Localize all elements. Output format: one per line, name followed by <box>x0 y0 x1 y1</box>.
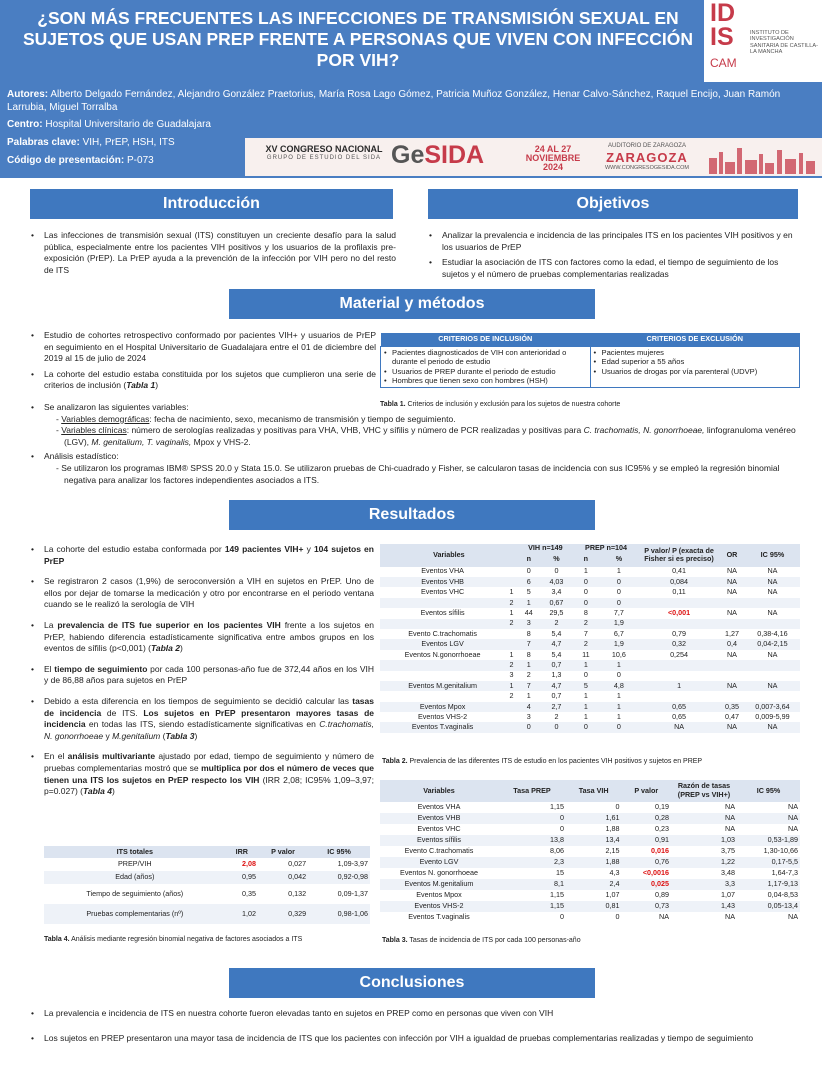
table-cell: NA <box>719 587 745 597</box>
table-2-prevalence: Variables VIH n=149 PREP n=104 P valor/ P (exacta de Fisher si es preciso) OR IC 95% n % n % Eventos VHA 0 0 1 1 0,41 NA NA Eventos VHB 6 4,03 0 0 0,084 NA NA Eventos VHC 1 5 3,4 0 0 0,11 NA NA 2 1 0,67 0 0 Eventos sífilis 1 44 29,5 8 7,7 <0,001 NA NA 2 3 2 2 1,9 Evento C.trachomatis 8 5,4 7 6,7 0,79 1,27 0,38-4,16 Eventos LGV 7 4,7 2 1,9 0,32 0,4 0,04-2,15 Eventos N.gonorrhoeae 1 8 5,4 11 10,6 0,254 NA NA 2 1 0,7 1 1 3 2 1,3 0 0 Eventos M.genitalium 1 7 4,7 5 4,8 1 NA NA 2 1 0,7 1 1 Eventos Mpox 4 2,7 1 1 0,65 0,35 0,007-3,64 Eventos VHS-2 3 2 1 1 0,65 0,47 0,009-5,99 Eventos T.vaginalis 0 0 0 0 NA NA NA <box>380 544 800 733</box>
authors: Autores: Alberto Delgado Fernández, Alejandro González Praetorius, María Rosa Lago Gómez, Patricia Muñoz González, Henar Calvo-Sánchez, Raquel Encijo, Juan Ramón Larrubia, Miguel Torralba <box>7 89 781 113</box>
table-cell: 1 <box>518 691 540 701</box>
table-cell: Eventos VHC <box>380 587 505 597</box>
table-cell: 0 <box>498 912 566 923</box>
table-cell: 6,7 <box>599 629 639 639</box>
table-cell: Eventos M.genitalium <box>380 879 498 890</box>
table-cell: NA <box>737 912 800 923</box>
table-row <box>380 598 800 608</box>
table-cell: 8 <box>518 629 540 639</box>
table-cell <box>505 629 518 639</box>
table-cell <box>639 691 719 701</box>
table-row <box>44 871 370 884</box>
table-cell: 1 <box>573 691 599 701</box>
table-row <box>380 639 800 649</box>
table-cell: 0 <box>599 587 639 597</box>
table-cell: 0,04-2,15 <box>745 639 800 649</box>
table-4-caption: Tabla 4. Análisis mediante regresión binomial negativa de factores asociados a ITS <box>44 936 303 943</box>
table-cell: 0,042 <box>258 871 308 884</box>
table-cell: 1,17-9,13 <box>737 879 800 890</box>
table-cell: 0,53-1,89 <box>737 835 800 846</box>
table-cell: 3 <box>518 619 540 629</box>
table-cell: 0 <box>540 722 573 732</box>
table-cell: 1 <box>599 691 639 701</box>
table-cell: 2 <box>505 598 518 608</box>
table-cell: 1 <box>573 660 599 670</box>
table-cell: 5 <box>573 681 599 691</box>
table-cell: 7,7 <box>599 608 639 618</box>
table-cell: 1 <box>599 660 639 670</box>
table-row <box>380 890 800 901</box>
table-cell <box>745 619 800 629</box>
table-cell: 2 <box>505 660 518 670</box>
table-cell: 2 <box>573 619 599 629</box>
table-cell: Eventos VHB <box>380 577 505 587</box>
table-cell <box>505 702 518 712</box>
table-cell: Eventos T.vaginalis <box>380 722 505 732</box>
table-cell: 0,007-3,64 <box>745 702 800 712</box>
table-row <box>380 577 800 587</box>
table-cell: NA <box>671 912 737 923</box>
table-cell: NA <box>671 813 737 824</box>
table-cell: 4,7 <box>540 681 573 691</box>
table-cell: 3 <box>505 671 518 681</box>
table-cell: 0,98-1,06 <box>308 904 370 924</box>
table-cell: 1,27 <box>719 629 745 639</box>
table-3-incidence: Variables Tasa PREP Tasa VIH P valor Razón de tasas (PREP vs VIH+) IC 95% Eventos VHA 1,15 0 0,19 NA NA Eventos VHB 0 1,61 0,28 NA NA Eventos VHC 0 1,88 0,23 NA NA Eventos sífilis 13,8 13,4 0,91 1,03 0,53-1,89 Evento C.trachomatis 8,06 2,15 0,016 3,75 1,30-10,66 Evento LGV 2,3 1,88 0,76 1,22 0,17-5,5 Eventos N. gonorrhoeae 15 4,3 <0,0016 3,48 1,64-7,3 Eventos M.genitalium 8,1 2,4 0,025 3,3 1,17-9,13 Eventos Mpox 1,15 1,07 0,89 1,07 0,04-8,53 Eventos VHS-2 1,15 0,81 0,73 1,43 0,05-13,4 Eventos T.vaginalis 0 0 NA NA NA <box>380 780 800 923</box>
methods-variables: • Se analizaron las siguientes variables: - Variables demográficas: fecha de nacimiento, sexo, mecanismo de transmisión y tiempo de seguimiento. - Variables clínicas: número de serologías realizadas y positivas para VHA, VHB, VHC y sífilis y número de PCR realizadas y positivas para C. trachomatis, N. gonorrhoeae, linfogranuloma venéreo (LGV), M. genitalium, T. vaginalis, Mpox y VHS-2. • Análisis estadístico: - Se utilizaron los programas IBM® SPSS 20.0 y Stata 15.0. Se utilizaron pruebas de Chi-cuadrado y Fisher, se calcularon tasas de incidencia con sus IC95% y se empleó la regresión binomial negativa para analizar los factores independientes asociados a ITS. <box>30 402 800 486</box>
table-cell: 1,15 <box>498 890 566 901</box>
table-cell: 8,1 <box>498 879 566 890</box>
table-cell: 0 <box>573 587 599 597</box>
table-cell: NA <box>719 722 745 732</box>
table-cell <box>505 577 518 587</box>
table-cell: Eventos LGV <box>380 639 505 649</box>
table-cell: 1 <box>599 712 639 722</box>
table-cell <box>745 660 800 670</box>
table-cell: 4,3 <box>566 868 622 879</box>
table-cell: 1,64-7,3 <box>737 868 800 879</box>
table-cell: 0,79 <box>639 629 719 639</box>
table-row <box>380 629 800 639</box>
table-row <box>380 857 800 868</box>
table-2-caption: Tabla 2. Prevalencia de las diferentes ITS de estudio en los pacientes VIH positivos y sujetos en PREP <box>382 758 703 765</box>
table-cell: 0 <box>498 813 566 824</box>
centre: Centro: Hospital Universitario de Guadalajara <box>7 119 211 130</box>
table-cell: 0,7 <box>540 691 573 701</box>
table-row <box>380 901 800 912</box>
table-cell <box>505 722 518 732</box>
table-cell: 1 <box>599 567 639 577</box>
table-cell: 0 <box>540 567 573 577</box>
table-cell: 1 <box>518 660 540 670</box>
table-cell: 0,027 <box>258 858 308 871</box>
gesida-logo: GeSIDA <box>391 141 485 169</box>
table-cell: 0,89 <box>621 890 671 901</box>
table-cell <box>380 619 505 629</box>
table-cell: Eventos Mpox <box>380 702 505 712</box>
table-cell: 2 <box>518 671 540 681</box>
table-cell: NA <box>719 577 745 587</box>
table-cell: <0,001 <box>639 608 719 618</box>
table-cell: 0 <box>566 802 622 813</box>
table-cell: Edad (años) <box>44 871 226 884</box>
table-cell: 0,73 <box>621 901 671 912</box>
table-cell: NA <box>745 650 800 660</box>
table-cell: 4,7 <box>540 639 573 649</box>
table-cell: 1,02 <box>226 904 258 924</box>
table-cell: NA <box>737 824 800 835</box>
table-cell: 0,05-13,4 <box>737 901 800 912</box>
table-cell: 1,15 <box>498 802 566 813</box>
table-cell: 2,08 <box>226 858 258 871</box>
objectives-list: • Analizar la prevalencia e incidencia de las principales ITS en los pacientes VIH positivos y en los usuarios de PrEP • Estudiar la asociación de ITS con factores como la edad, el tiempo de seguimiento de los sujetos y el número de pruebas complementarias realizadas <box>428 230 800 284</box>
table-cell: 0 <box>566 912 622 923</box>
table-cell: 2 <box>573 639 599 649</box>
table-cell: 1 <box>518 598 540 608</box>
results-bullets: • La cohorte del estudio estaba conformada por 149 pacientes VIH+ y 104 sujetos en PrEP • Se registraron 2 casos (1,9%) de seroconversión a VIH en sujetos en PrEP. Uno de ellos por dejar de tomarse la medicación y otro por encontrarse en el periodo ventana cuando se le realizó la serología de VIH • La prevalencia de ITS fue superior en los pacientes VIH frente a los sujetos en PrEP, habiendo diferencia estadísticamente significativa entre ambos grupos en los eventos de sífilis (p<0,001) (Tabla 2) • El tiempo de seguimiento por cada 100 personas-año fue de 372,44 años en los VIH y de 86,88 años para sujetos en PrEP • Debido a esta diferencia en los tiempos de seguimiento se decidió calcular las tasas de incidencia de ITS. Los sujetos en PrEP presentaron mayores tasas de incidencia en todas las ITS, siendo estadísticamente significativas en C.trachomatis, N. gonorrhoeae y M.genitalium (Tabla 3) • En el análisis multivariante ajustado por edad, tiempo de seguimiento y número de pruebas complementarias mostró que se multiplica por dos el número de veces que tienen una ITS los sujetos en PrEP respecto los VIH (IRR 2,08; IC95% 1,09–3,97; p=0.027) (Tabla 4) <box>30 544 374 802</box>
table-cell: 0,009-5,99 <box>745 712 800 722</box>
table-cell: 1,9 <box>599 639 639 649</box>
table-cell: 29,5 <box>540 608 573 618</box>
table-cell <box>639 660 719 670</box>
table-row <box>380 835 800 846</box>
table-cell: 0,47 <box>719 712 745 722</box>
table-4-regression: ITS totales IRR P valor IC 95% PREP/VIH 2,08 0,027 1,09-3,97 Edad (años) 0,95 0,042 0,92-0,98 Tiempo de seguimiento (años) 0,35 0,132 0,09-1,37 Pruebas complementarias (nº) 1,02 0,329 0,98-1,06 <box>44 846 370 924</box>
table-cell: 1,43 <box>671 901 737 912</box>
table-cell: NA <box>745 567 800 577</box>
table-cell: 1,3 <box>540 671 573 681</box>
table-cell: 1,30-10,66 <box>737 846 800 857</box>
table-cell: 1 <box>599 702 639 712</box>
table-cell: Eventos M.genitalium <box>380 681 505 691</box>
table-cell: 1,03 <box>671 835 737 846</box>
table-cell: NA <box>671 802 737 813</box>
table-cell: 4,03 <box>540 577 573 587</box>
table-cell: 0,95 <box>226 871 258 884</box>
table-cell <box>745 671 800 681</box>
table-cell: Eventos VHB <box>380 813 498 824</box>
table-cell: Eventos VHC <box>380 824 498 835</box>
table-cell <box>505 712 518 722</box>
table-cell: 7 <box>573 629 599 639</box>
table-cell: 1,88 <box>566 824 622 835</box>
table-cell: 0,09-1,37 <box>308 884 370 904</box>
table-cell: NA <box>745 681 800 691</box>
table-cell: 44 <box>518 608 540 618</box>
table-cell <box>719 598 745 608</box>
table-row <box>380 712 800 722</box>
table-cell: 0 <box>518 567 540 577</box>
table-row <box>44 904 370 924</box>
table-cell: 1,61 <box>566 813 622 824</box>
table-cell: 3,4 <box>540 587 573 597</box>
table-cell: Eventos sífilis <box>380 835 498 846</box>
table-cell: Eventos VHA <box>380 802 498 813</box>
table-cell <box>719 671 745 681</box>
section-conclusiones: Conclusiones <box>229 968 595 998</box>
table-cell: 2 <box>540 619 573 629</box>
table-cell: 0,35 <box>226 884 258 904</box>
table-cell: 0,23 <box>621 824 671 835</box>
table-cell: 0,084 <box>639 577 719 587</box>
table-cell: 0 <box>518 722 540 732</box>
table-row <box>380 619 800 629</box>
table-cell: 0,11 <box>639 587 719 597</box>
table-cell: 7 <box>518 681 540 691</box>
keywords: Palabras clave: VIH, PrEP, HSH, ITS <box>7 137 175 148</box>
table-row <box>380 802 800 813</box>
table-row <box>380 912 800 923</box>
table-cell: 1 <box>505 587 518 597</box>
table-cell: 0 <box>573 722 599 732</box>
table-cell: 13,8 <box>498 835 566 846</box>
section-material-metodos: Material y métodos <box>229 289 595 319</box>
table-cell <box>639 598 719 608</box>
table-cell: Evento LGV <box>380 857 498 868</box>
table-cell: NA <box>671 824 737 835</box>
table-cell: 4,8 <box>599 681 639 691</box>
table-cell: 1,15 <box>498 901 566 912</box>
table-cell: <0,0016 <box>621 868 671 879</box>
table-row <box>380 681 800 691</box>
table-cell: 0 <box>599 577 639 587</box>
skyline-icon <box>707 144 817 174</box>
table-cell: Eventos N. gonorrhoeae <box>380 868 498 879</box>
table-row <box>380 587 800 597</box>
table-cell: 2,7 <box>540 702 573 712</box>
table-cell: 0,35 <box>719 702 745 712</box>
table-cell: 0 <box>599 598 639 608</box>
table-cell: Evento C.trachomatis <box>380 629 505 639</box>
section-resultados: Resultados <box>229 500 595 530</box>
table-cell: 1 <box>639 681 719 691</box>
table-cell <box>380 671 505 681</box>
table-cell: 0,132 <box>258 884 308 904</box>
table-cell: NA <box>745 608 800 618</box>
table-cell: Tiempo de seguimiento (años) <box>44 884 226 904</box>
table-cell: 0,19 <box>621 802 671 813</box>
table-cell: Eventos VHS-2 <box>380 712 505 722</box>
table-cell: 1,88 <box>566 857 622 868</box>
table-cell <box>380 691 505 701</box>
table-cell: Eventos VHA <box>380 567 505 577</box>
table-cell: 3 <box>518 712 540 722</box>
table-cell: 0,32 <box>639 639 719 649</box>
table-cell: 0,17-5,5 <box>737 857 800 868</box>
table-row <box>380 671 800 681</box>
table-cell: 1 <box>505 681 518 691</box>
table-cell: 8,06 <box>498 846 566 857</box>
table-cell: Pruebas complementarias (nº) <box>44 904 226 924</box>
table-cell: 3,3 <box>671 879 737 890</box>
poster-title: ¿SON MÁS FRECUENTES LAS INFECCIONES DE TRANSMISIÓN SEXUAL EN SUJETOS QUE USAN PREP FRENTE A PERSONAS QUE VIVEN CON INFECCIÓN POR VIH? <box>23 8 693 70</box>
table-cell: 1 <box>505 608 518 618</box>
table-cell: 0 <box>599 671 639 681</box>
table-cell: 3,48 <box>671 868 737 879</box>
table-cell <box>639 619 719 629</box>
table-cell: 0,254 <box>639 650 719 660</box>
table-cell: 1,09-3,97 <box>308 858 370 871</box>
table-cell: 4 <box>518 702 540 712</box>
table-cell: NA <box>621 912 671 923</box>
table-cell: NA <box>745 587 800 597</box>
idiscam-logo: ID IS CAM INSTITUTO DE INVESTIGACIÓN SANITARIA DE CASTILLA-LA MANCHA <box>704 0 822 82</box>
table-cell: 5 <box>518 587 540 597</box>
table-cell: 8 <box>573 608 599 618</box>
table-cell: NA <box>719 608 745 618</box>
table-cell: 10,6 <box>599 650 639 660</box>
table-cell: Evento C.trachomatis <box>380 846 498 857</box>
table-cell: 0,65 <box>639 702 719 712</box>
table-cell: 1,9 <box>599 619 639 629</box>
table-cell: NA <box>719 681 745 691</box>
table-row <box>380 567 800 577</box>
table-cell: 0 <box>498 824 566 835</box>
table-cell: 0,04-8,53 <box>737 890 800 901</box>
section-objetivos: Objetivos <box>428 189 798 219</box>
congress-banner: XV CONGRESO NACIONAL GRUPO DE ESTUDIO DEL SIDA GeSIDA 24 AL 27 NOVIEMBRE 2024 AUDITORIO DE ZARAGOZA ZARAGOZA WWW.CONGRESOGESIDA.COM <box>245 138 822 176</box>
table-cell: 5,4 <box>540 650 573 660</box>
table-cell: 0,81 <box>566 901 622 912</box>
table-cell: 2 <box>540 712 573 722</box>
table-cell <box>639 671 719 681</box>
methods-bullets: • Estudio de cohortes retrospectivo conformado por pacientes VIH+ y usuarios de PrEP en seguimiento en el Hospital Universitario de Guadalajara entre el 01 de diciembre del 2019 al 15 de julio de 2024 • La cohorte del estudio estaba constituida por los sujetos que cumplieron una serie de criterios de inclusión (Tabla 1) <box>30 330 376 396</box>
table-cell: 5,4 <box>540 629 573 639</box>
table-cell <box>719 619 745 629</box>
table-1-criteria: CRITERIOS DE INCLUSIÓN CRITERIOS DE EXCLUSIÓN • Pacientes diagnosticados de VIH con anterioridad o durante el periodo de estudio • Usuarios de PREP durante el periodo de estudio • Hombres que tienen sexo con hombres (HSH) • Pacientes mujeres • Edad superior a 55 años • Usuarios de drogas por vía parenteral (UDVP) <box>380 333 800 388</box>
table-cell <box>380 598 505 608</box>
table-row <box>380 824 800 835</box>
table-cell: 2,15 <box>566 846 622 857</box>
table-cell: NA <box>639 722 719 732</box>
table-cell: NA <box>737 813 800 824</box>
table-cell: 3,75 <box>671 846 737 857</box>
table-cell: 1 <box>573 702 599 712</box>
table-cell: 2,3 <box>498 857 566 868</box>
table-cell: 0,92-0,98 <box>308 871 370 884</box>
table-cell: 0,67 <box>540 598 573 608</box>
table-cell: 0,016 <box>621 846 671 857</box>
table-row <box>44 858 370 871</box>
presentation-code: Código de presentación: P-073 <box>7 155 154 166</box>
table-row <box>44 884 370 904</box>
table-row <box>380 868 800 879</box>
table-cell: 0 <box>599 722 639 732</box>
table-cell: Eventos sífilis <box>380 608 505 618</box>
table-cell: NA <box>719 650 745 660</box>
table-row <box>380 846 800 857</box>
table-cell: 1 <box>573 567 599 577</box>
table-cell: 1 <box>573 712 599 722</box>
table-row <box>380 691 800 701</box>
table-cell: 0,41 <box>639 567 719 577</box>
table-cell: 1,22 <box>671 857 737 868</box>
table-row <box>380 608 800 618</box>
table-cell: Eventos VHS-2 <box>380 901 498 912</box>
table-cell <box>380 660 505 670</box>
table-cell: 0,4 <box>719 639 745 649</box>
table-cell: 0,65 <box>639 712 719 722</box>
table-cell: 8 <box>518 650 540 660</box>
table-3-caption: Tabla 3. Tasas de incidencia de ITS por cada 100 personas-año <box>382 937 581 944</box>
table-cell: 2 <box>505 691 518 701</box>
table-cell: NA <box>745 577 800 587</box>
section-introduccion: Introducción <box>30 189 393 219</box>
table-cell <box>505 567 518 577</box>
table-cell: NA <box>719 567 745 577</box>
intro-text: • Las infecciones de transmisión sexual (ITS) constituyen un creciente desafío para la salud pública, especialmente entre los pacientes VIH positivos y los usuarios de la profilaxis pre-exposición (PrEP). La PrEP ayuda a la prevención de la infección por VIH pero no del resto de ITS <box>30 230 396 280</box>
table-cell: Eventos N.gonorrhoeae <box>380 650 505 660</box>
table-cell: NA <box>737 802 800 813</box>
table-cell: PREP/VIH <box>44 858 226 871</box>
table-cell: 7 <box>518 639 540 649</box>
table-cell: 2,4 <box>566 879 622 890</box>
table-cell: 0,91 <box>621 835 671 846</box>
table-cell: NA <box>745 722 800 732</box>
table-row <box>380 722 800 732</box>
table-cell: 15 <box>498 868 566 879</box>
table-cell: Eventos Mpox <box>380 890 498 901</box>
table-cell <box>745 691 800 701</box>
table-row <box>380 813 800 824</box>
table-cell <box>745 598 800 608</box>
table-cell: 0,025 <box>621 879 671 890</box>
table-cell <box>719 691 745 701</box>
table-cell: 0,76 <box>621 857 671 868</box>
table-row <box>380 650 800 660</box>
table-cell: 0,7 <box>540 660 573 670</box>
poster-header <box>0 0 822 178</box>
table-cell: 0 <box>573 671 599 681</box>
table-cell: 13,4 <box>566 835 622 846</box>
table-cell <box>719 660 745 670</box>
table-cell: 11 <box>573 650 599 660</box>
table-row <box>380 702 800 712</box>
table-cell: 0,329 <box>258 904 308 924</box>
table-cell: 2 <box>505 619 518 629</box>
table-cell: 0 <box>573 598 599 608</box>
table-cell: 1 <box>505 650 518 660</box>
table-cell: 0,38-4,16 <box>745 629 800 639</box>
table-cell <box>505 639 518 649</box>
table-cell: Eventos T.vaginalis <box>380 912 498 923</box>
table-cell: 6 <box>518 577 540 587</box>
table-row <box>380 879 800 890</box>
table-1-caption: Tabla 1. Criterios de inclusión y exclusión para los sujetos de nuestra cohorte <box>380 401 621 408</box>
table-row <box>380 660 800 670</box>
table-cell: 1,07 <box>671 890 737 901</box>
conclusions-list: • La prevalencia e incidencia de ITS en nuestra cohorte fueron elevadas tanto en sujetos en PREP como en personas que viven con VIH • Los sujetos en PREP presentaron una mayor tasa de incidencia de ITS que los pacientes con infección por VIH a igualdad de pruebas complementarias realizadas y tiempo de seguimiento <box>30 1008 800 1048</box>
table-cell: 0 <box>573 577 599 587</box>
table-cell: 1,07 <box>566 890 622 901</box>
table-cell: 0,28 <box>621 813 671 824</box>
